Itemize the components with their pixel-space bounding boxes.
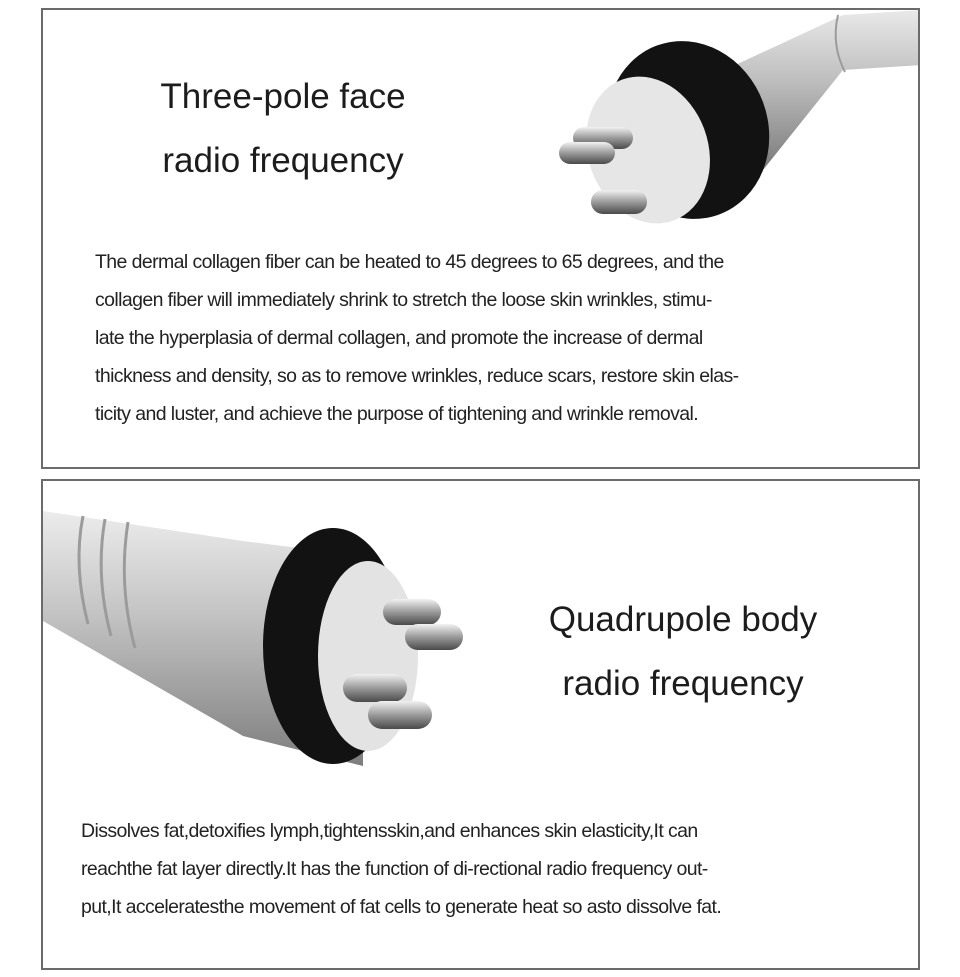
text-line: collagen fiber will immediately shrink to stretch the loose skin wrinkles, stimu- — [95, 289, 712, 311]
title-line: radio frequency — [562, 664, 804, 703]
three-pole-device-image — [513, 10, 920, 240]
quadrupole-device-image — [43, 496, 483, 796]
text-line: late the hyperplasia of dermal collagen, and promote the increase of dermal — [95, 327, 703, 349]
title-line: Three-pole face — [160, 77, 406, 116]
panel-description — [95, 243, 895, 433]
panel-three-pole — [41, 8, 920, 469]
panel-description — [81, 812, 881, 926]
panel-title — [473, 588, 893, 716]
title-line: radio frequency — [162, 141, 404, 180]
title-line: Quadrupole body — [548, 600, 818, 639]
panel-title — [43, 65, 523, 193]
text-line: The dermal collagen fiber can be heated to 45 degrees to 65 degrees, and the — [95, 251, 724, 273]
text-line: Dissolves fat,detoxifies lymph,tightensskin,and enhances skin elasticity,It can — [81, 820, 698, 842]
text-line: put,It acceleratesthe movement of fat cells to generate heat so asto dissolve fat. — [81, 896, 722, 918]
panel-quadrupole — [41, 479, 920, 970]
text-line: thickness and density, so as to remove wrinkles, reduce scars, restore skin elas- — [95, 365, 739, 387]
text-line: reachthe fat layer directly.It has the function of di-rectional radio frequency out- — [81, 858, 708, 880]
text-line: ticity and luster, and achieve the purpose of tightening and wrinkle removal. — [95, 403, 699, 425]
